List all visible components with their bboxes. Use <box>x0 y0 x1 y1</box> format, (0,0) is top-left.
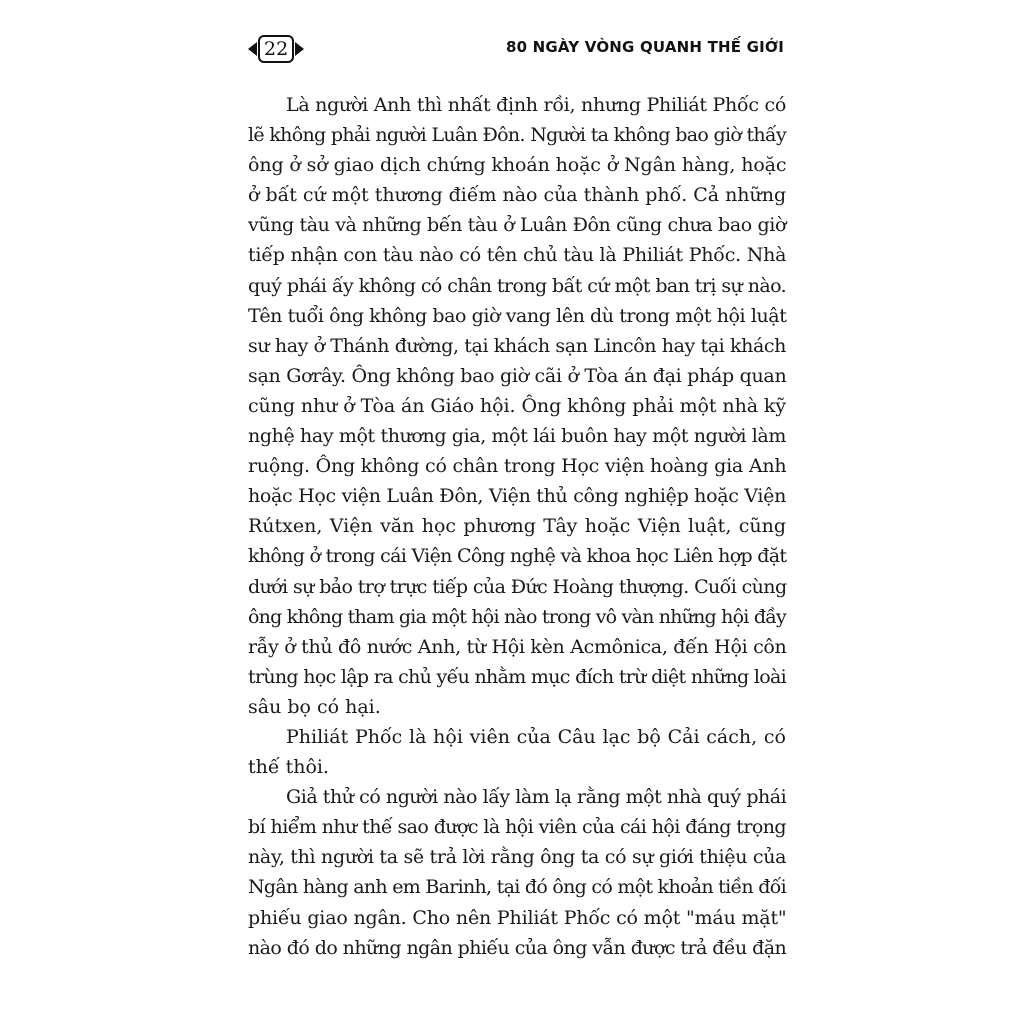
text-line: sư hay ở Thánh đường, tại khách sạn Lincôn hay tại khách <box>248 334 786 357</box>
text-line: bí hiểm như thế sao được là hội viên của cái hội đáng trọng <box>248 816 786 839</box>
text-line: hoặc Học viện Luân Đôn, Viện thủ công nghiệp hoặc Viện <box>248 485 786 508</box>
text-line: Tên tuổi ông không bao giờ vang lên dù trong một hội luật <box>248 304 787 327</box>
text-line: Giả thử có người nào lấy làm lạ rằng một nhà quý phái <box>286 786 787 809</box>
text-line: tiếp nhận con tàu nào có tên chủ tàu là Philiát Phốc. Nhà <box>248 244 787 267</box>
text-line: thế thôi. <box>248 756 330 779</box>
text-line: nghệ hay một thương gia, một lái buôn hay một người làm <box>248 425 786 448</box>
text-line: ông ở sở giao dịch chứng khoán hoặc ở Ngân hàng, hoặc <box>248 154 787 177</box>
body-text <box>248 90 786 963</box>
text-line: Là người Anh thì nhất định rồi, nhưng Philiát Phốc có <box>286 94 786 116</box>
text-line: trùng học lập ra chủ yếu nhằm mục đích trừ diệt những loài <box>248 665 786 688</box>
page-header <box>248 34 784 66</box>
text-line: ở bất cứ một thương điếm nào của thành phố. Cả những <box>248 184 787 207</box>
text-line: dưới sự bảo trợ trực tiếp của Đức Hoàng thượng. Cuối cùng <box>248 575 787 598</box>
text-line: Rútxen, Viện văn học phương Tây hoặc Viện luật, cũng <box>248 515 786 538</box>
text-line: Ngân hàng anh em Barinh, tại đó ông có một khoản tiền đối <box>248 876 786 899</box>
text-line: lẽ không phải người Luân Đôn. Người ta không bao giờ thấy <box>248 124 786 147</box>
text-line: này, thì người ta sẽ trả lời rằng ông ta có sự giới thiệu của <box>248 846 787 869</box>
text-line: quý phái ấy không có chân trong bất cứ một ban trị sự nào. <box>248 274 787 297</box>
text-line: cũng như ở Tòa án Giáo hội. Ông không phải một nhà kỹ <box>248 394 786 417</box>
text-line: sạn Gơrây. Ông không bao giờ cãi ở Tòa án đại pháp quan <box>248 364 787 387</box>
text-line: không ở trong cái Viện Công nghệ và khoa học Liên hợp đặt <box>248 545 787 568</box>
arrow-right-icon <box>295 42 304 56</box>
text-line: phiếu giao ngân. Cho nên Philiát Phốc có một "máu mặt" <box>248 906 787 929</box>
arrow-left-icon <box>248 42 257 56</box>
text-line: vũng tàu và những bến tàu ở Luân Đôn cũng chưa bao giờ <box>248 214 786 237</box>
text-line: ruộng. Ông không có chân trong Học viện hoàng gia Anh <box>248 455 787 478</box>
text-line: ông không tham gia một hội nào trong vô vàn những hội đầy <box>248 605 786 628</box>
paragraph <box>248 722 786 782</box>
text-line: sâu bọ có hại. <box>248 695 381 718</box>
paragraph <box>248 782 786 963</box>
text-line: rẫy ở thủ đô nước Anh, từ Hội kèn Acmônica, đến Hội côn <box>248 635 787 658</box>
page-number: 22 <box>258 35 294 63</box>
paragraph <box>248 90 786 722</box>
running-title: 80 NGÀY VÒNG QUANH THẾ GIỚI <box>505 38 784 56</box>
text-line: nào đó do những ngân phiếu của ông vẫn được trả đều đặn <box>248 936 787 959</box>
page-number-marker <box>248 34 304 64</box>
text-line: Philiát Phốc là hội viên của Câu lạc bộ Cải cách, có <box>286 725 786 748</box>
